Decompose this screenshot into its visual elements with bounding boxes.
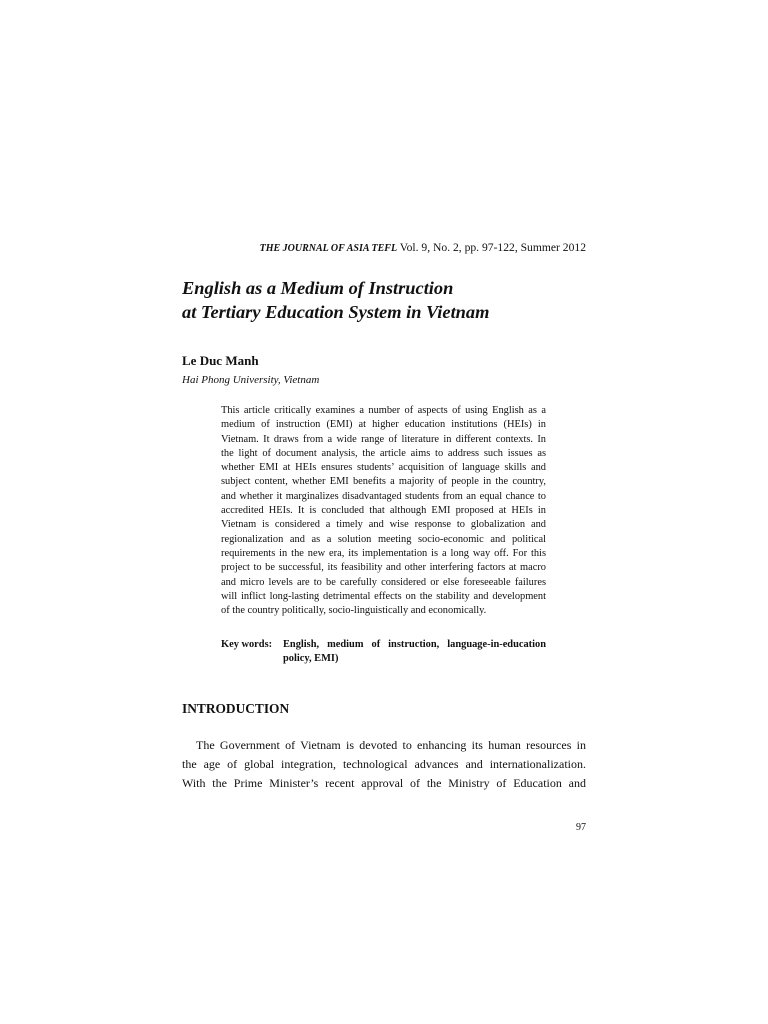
journal-name: THE JOURNAL OF ASIA TEFL	[259, 243, 398, 254]
abstract-line: Vietnam is considered a timely and wise response to globalization and	[221, 519, 546, 531]
body-line: The Government of Vietnam is devoted to enhancing its human resources in	[196, 738, 586, 752]
keywords-line-1: English, medium of instruction, language-in-education	[283, 639, 546, 650]
keywords-line-2: policy, EMI)	[283, 653, 339, 665]
abstract-line: medium of instruction (EMI) at higher education institutions (HEIs) in	[221, 419, 546, 431]
abstract-line: accredited HEIs. It is concluded that although EMI proposed at HEIs in	[221, 505, 546, 517]
abstract	[221, 404, 546, 618]
author-name: Le Duc Manh	[182, 353, 259, 368]
page-number: 97	[576, 822, 586, 833]
abstract-line: and whether it marginalizes disadvantaged students from an equal chance to	[221, 490, 546, 502]
abstract-line: of the country politically, socio-linguistically and economically.	[221, 605, 487, 617]
abstract-line: This article critically examines a number of aspects of using English as a	[221, 405, 546, 416]
keywords-label: Key words:	[221, 639, 273, 650]
journal-details: Vol. 9, No. 2, pp. 97-122, Summer 2012	[397, 241, 586, 254]
body-paragraph	[182, 736, 586, 793]
body-line: With the Prime Minister’s recent approval of the Ministry of Education and	[182, 776, 586, 790]
author-affiliation: Hai Phong University, Vietnam	[182, 374, 320, 386]
abstract-line: project to be successful, its feasibility and other interfering factors at macro	[221, 562, 546, 574]
abstract-line: and micro levels are to be carefully considered or else foreseeable failures	[221, 576, 546, 588]
body-line: the age of global integration, technological advances and internationalization.	[182, 757, 586, 771]
section-heading-introduction: INTRODUCTION	[182, 701, 290, 716]
abstract-line: Vietnam. It draws from a wide range of literature in different contexts. In	[221, 433, 546, 445]
abstract-line: regionalization and as a solution meeting socio-economic and political	[221, 533, 546, 545]
article-title-line-2: at Tertiary Education System in Vietnam	[182, 302, 490, 322]
abstract-line: subject content, whether EMI benefits a majority of people in the country,	[221, 476, 546, 488]
abstract-line: will inflict long-lasting detrimental effects on the stability and development	[221, 590, 546, 602]
running-head	[182, 241, 586, 256]
keywords	[221, 638, 546, 667]
article-title	[182, 276, 586, 324]
abstract-line: requirements in the new era, its implementation is a long way off. For this	[221, 547, 546, 559]
abstract-line: whether EMI at HEIs ensures students’ acquisition of language skills and	[221, 462, 546, 474]
article-title-line-1: English as a Medium of Instruction	[182, 278, 454, 298]
abstract-line: the light of document analysis, the article aims to address such issues as	[221, 447, 546, 459]
keywords-text	[283, 638, 546, 667]
